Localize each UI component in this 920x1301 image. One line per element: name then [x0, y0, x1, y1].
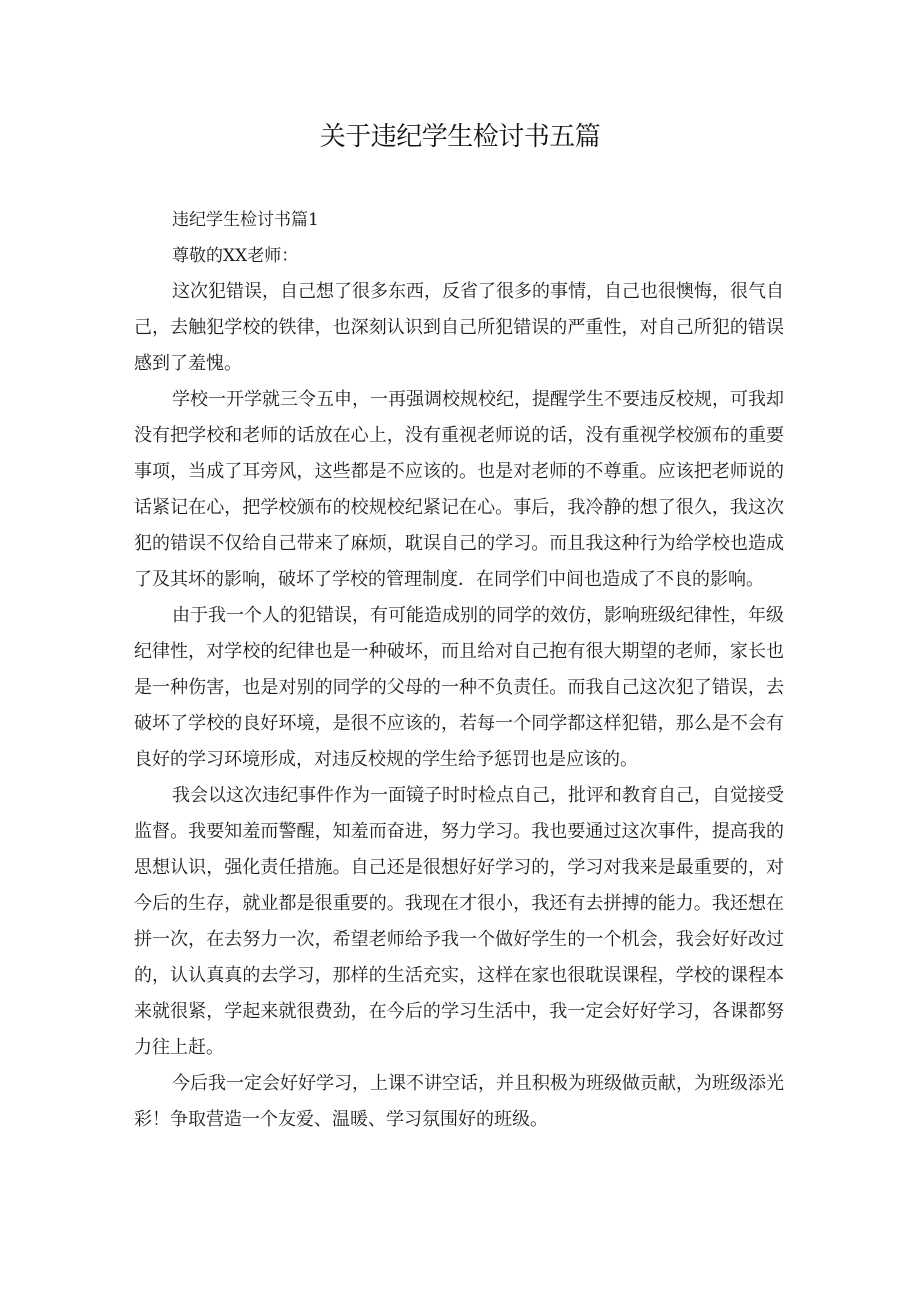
paragraph-5: 今后我一定会好好学习，上课不讲空话，并且积极为班级做贡献，为班级添光彩！争取营造一个友爱、温暖、学习氛围好的班级。 [134, 1073, 784, 1130]
paragraph-3: 由于我一个人的犯错误，有可能造成别的同学的效仿，影响班级纪律性，年级纪律性，对学校的纪律也是一种破坏，而且给对自己抱有很大期望的老师，家长也是一种伤害，也是对别的同学的父母的一种不负责任。而我自己这次犯了错误，去破坏了学校的良好环境，是很不应该的，若每一个同学都这样犯错，那么是不会有良好的学习环境形成，对违反校规的学生给予惩罚也是应该的。 [134, 605, 784, 770]
paragraph-2: 学校一开学就三令五申，一再强调校规校纪，提醒学生不要违反校规，可我却没有把学校和老师的话放在心上，没有重视老师说的话，没有重视学校颁布的重要事项，当成了耳旁风，这些都是不应该的。也是对老师的不尊重。应该把老师说的话紧记在心，把学校颁布的校规校纪紧记在心。事后，我冷静的想了很久，我这次犯的错误不仅给自己带来了麻烦，耽误自己的学习。而且我这种行为给学校也造成了及其坏的影响，破坏了学校的管理制度．在同学们中间也造成了不良的影响。 [134, 389, 784, 590]
paragraph-1: 这次犯错误，自己想了很多东西，反省了很多的事情，自己也很懊悔，很气自己，去触犯学校的铁律，也深刻认识到自己所犯错误的严重性，对自己所犯的错误感到了羞愧。 [134, 281, 784, 374]
salutation: 尊敬的XX老师： [172, 246, 299, 266]
document-title: 关于违纪学生检讨书五篇 [319, 122, 601, 152]
paragraph-4: 我会以这次违纪事件作为一面镜子时时检点自己，批评和教育自己，自觉接受监督。我要知羞而警醒，知羞而奋进，努力学习。我也要通过这次事件，提高我的思想认识，强化责任措施。自己还是很想好好学习的，学习对我来是最重要的，对今后的生存，就业都是很重要的。我现在才很小，我还有去拼搏的能力。我还想在拼一次，在去努力一次，希望老师给予我一个做好学生的一个机会，我会好好改过的，认认真真的去学习，那样的生活充实，这样在家也很耽误课程，学校的课程本来就很紧，学起来就很费劲，在今后的学习生活中，我一定会好好学习，各课都努力往上赶。 [134, 785, 784, 1058]
document-body [134, 202, 784, 1138]
section-heading: 违纪学生检讨书篇1 [172, 210, 319, 230]
